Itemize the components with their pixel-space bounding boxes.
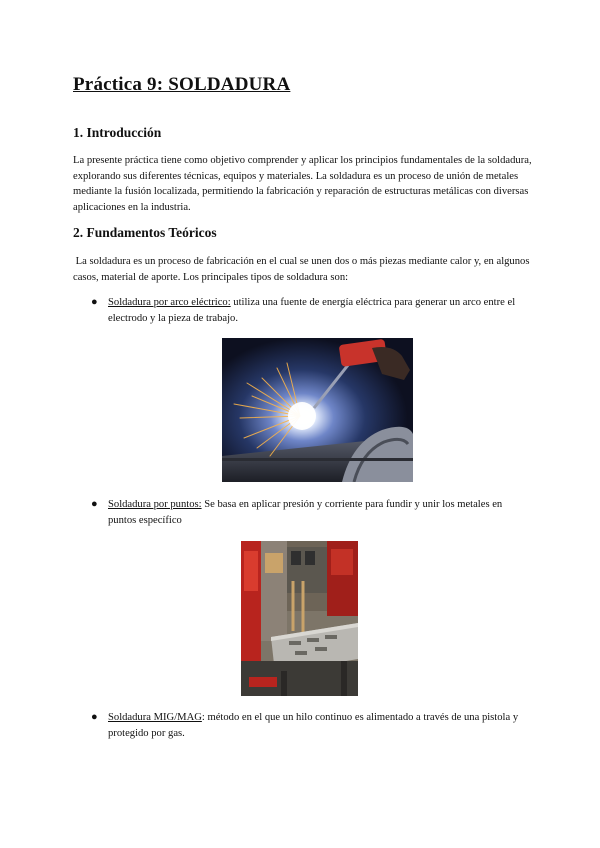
- bullet-dot: ●: [91, 711, 98, 723]
- section-heading-fundamentos: 2. Fundamentos Teóricos: [73, 225, 217, 240]
- bullet-term: Soldadura por arco eléctrico:: [108, 297, 231, 308]
- page-title: Práctica 9: SOLDADURA: [73, 74, 291, 95]
- bullet-description: : método en el que un hilo continuo es alimentado a través de una pistola y protegido por gas.: [108, 712, 519, 739]
- section-heading-introduccion: 1. Introducción: [73, 125, 162, 140]
- bullet-description: utiliza una fuente de energía eléctrica para generar un arco entre el electrodo y la pieza de trabajo.: [108, 297, 516, 324]
- spot-welding-photo: [241, 541, 358, 696]
- arc-welding-illustration: [222, 338, 413, 482]
- arc-welding-photo: [222, 338, 413, 482]
- intro-paragraph: La presente práctica tiene como objetivo comprender y aplicar los principios fundamentales de la soldadura, explorando sus diferentes técnicas, equipos y materiales. La soldadura es un proceso de unión de metales mediante la fusión localizada, permitiendo la fabricación y reparación de estructuras metálicas con diversas aplicaciones en la industria.: [73, 155, 532, 213]
- fundamentos-paragraph: La soldadura es un proceso de fabricación en el cual se unen dos o más piezas mediante calor y, en algunos casos, material de aporte. Los principales tipos de soldadura son:: [73, 256, 533, 283]
- bullet-dot: ●: [91, 498, 98, 510]
- bullet-dot: ●: [91, 296, 98, 308]
- bullet-term: Soldadura MIG/MAG: [108, 712, 202, 723]
- spot-welding-illustration: [241, 541, 358, 696]
- bullet-description: Se basa en aplicar presión y corriente para fundir y unir los metales en puntos específico: [108, 499, 503, 526]
- bullet-term: Soldadura por puntos:: [108, 499, 202, 510]
